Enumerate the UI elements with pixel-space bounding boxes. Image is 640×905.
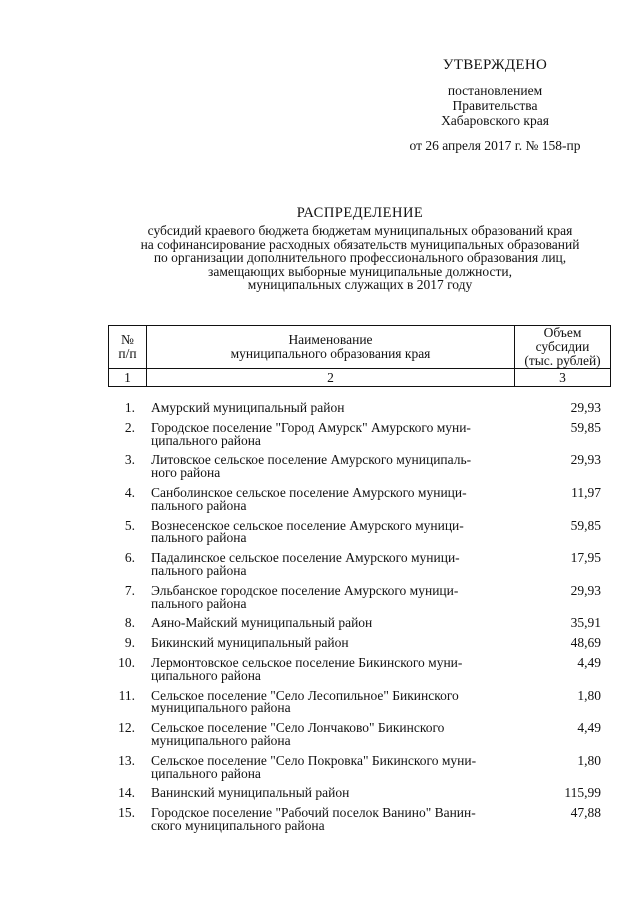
table-row bbox=[108, 552, 611, 578]
row-name bbox=[151, 484, 511, 513]
table-row bbox=[108, 654, 611, 683]
row-value: 115,99 bbox=[564, 785, 601, 801]
header-name bbox=[147, 326, 515, 369]
row-number: 15. bbox=[118, 805, 135, 821]
row-name-line: пального района bbox=[151, 497, 247, 513]
row-number: 5. bbox=[124, 517, 135, 533]
header-text: п/п bbox=[118, 346, 137, 361]
row-name-line: пального района bbox=[151, 530, 247, 546]
row-name bbox=[151, 807, 511, 833]
row-name-line: Лермонтовское сельское поселение Бикинского муни- bbox=[151, 654, 463, 670]
row-name-line: Городское поселение "Рабочий поселок Ванино" Ванин- bbox=[151, 805, 476, 821]
row-name bbox=[151, 687, 511, 716]
header-text: муниципального образования края bbox=[230, 346, 431, 361]
column-number: 2 bbox=[147, 369, 515, 387]
header-num bbox=[109, 326, 147, 369]
row-name-line: Ванинский муниципальный район bbox=[151, 785, 350, 801]
row-name bbox=[151, 402, 511, 415]
row-name bbox=[151, 722, 511, 748]
subtitle-line: муниципальных служащих в 2017 году bbox=[247, 277, 473, 292]
table-row bbox=[108, 637, 611, 650]
row-number: 13. bbox=[118, 752, 135, 768]
row-name-line: Эльбанское городское поселение Амурского муници- bbox=[151, 582, 459, 598]
table-row bbox=[108, 787, 611, 800]
row-name-line: Литовское сельское поселение Амурского муниципаль- bbox=[151, 452, 472, 468]
table-body bbox=[108, 402, 611, 840]
subtitle-line: по организации дополнительного профессионального образования лиц, bbox=[153, 250, 567, 265]
row-value: 29,93 bbox=[570, 452, 601, 468]
table-header bbox=[108, 325, 611, 387]
approval-stamp bbox=[380, 58, 610, 153]
row-number: 3. bbox=[124, 452, 135, 468]
table-row bbox=[108, 752, 611, 781]
row-name-line: пального района bbox=[151, 562, 247, 578]
row-number: 14. bbox=[118, 785, 135, 801]
row-name-line: Аяно-Майский муниципальный район bbox=[151, 615, 373, 631]
table-row bbox=[108, 582, 611, 611]
column-number: 1 bbox=[109, 369, 147, 387]
row-name-line: ципального района bbox=[151, 667, 261, 683]
row-number: 1. bbox=[124, 400, 135, 415]
table-row bbox=[108, 722, 611, 748]
row-name bbox=[151, 552, 511, 578]
row-name-line: ного района bbox=[151, 465, 221, 481]
row-name bbox=[151, 454, 511, 480]
table-row bbox=[108, 419, 611, 448]
table-row bbox=[108, 807, 611, 833]
row-value: 59,85 bbox=[570, 419, 601, 435]
table-row bbox=[108, 402, 611, 415]
row-name-line: муниципального района bbox=[151, 700, 291, 716]
row-name-line: Санболинское сельское поселение Амурского муници- bbox=[151, 484, 467, 500]
row-name-line: Сельское поселение "Село Лончаково" Бикинского bbox=[151, 720, 445, 736]
row-number: 11. bbox=[118, 687, 135, 703]
table-row bbox=[108, 484, 611, 513]
row-value: 4,49 bbox=[577, 720, 601, 736]
header-text: субсидии bbox=[535, 339, 590, 354]
row-name-line: муниципального района bbox=[151, 732, 291, 748]
row-name bbox=[151, 787, 511, 800]
row-value: 17,95 bbox=[570, 550, 601, 566]
approval-heading: УТВЕРЖДЕНО bbox=[442, 57, 548, 73]
row-name-line: пального района bbox=[151, 595, 247, 611]
subtitle-line: замещающих выборные муниципальные должности, bbox=[208, 263, 512, 279]
row-value: 29,93 bbox=[570, 400, 601, 415]
row-name-line: Городское поселение "Город Амурск" Амурского муни- bbox=[151, 419, 471, 435]
row-name-line: Сельское поселение "Село Покровка" Бикинского муни- bbox=[151, 752, 477, 768]
row-number: 9. bbox=[124, 635, 135, 651]
row-value: 29,93 bbox=[570, 582, 601, 598]
row-name bbox=[151, 419, 511, 448]
row-name-line: ципального района bbox=[151, 765, 261, 781]
approval-line: Хабаровского края bbox=[441, 113, 549, 128]
row-value: 1,80 bbox=[577, 687, 601, 703]
column-number: 3 bbox=[515, 369, 611, 387]
row-number: 12. bbox=[118, 720, 135, 736]
subtitle-line: на софинансирование расходных обязательств муниципальных образований bbox=[140, 236, 580, 252]
row-name bbox=[151, 637, 511, 650]
row-name-line: Сельское поселение "Село Лесопильное" Бикинского bbox=[151, 687, 459, 703]
row-name bbox=[151, 654, 511, 683]
row-number: 7. bbox=[124, 582, 135, 598]
row-name-line: Бикинский муниципальный район bbox=[151, 635, 349, 651]
row-value: 48,69 bbox=[570, 635, 601, 651]
row-number: 2. bbox=[124, 419, 135, 435]
row-name-line: Падалинское сельское поселение Амурского муници- bbox=[151, 550, 460, 566]
row-name bbox=[151, 582, 511, 611]
row-name bbox=[151, 752, 511, 781]
document-subtitle bbox=[90, 224, 630, 292]
row-value: 1,80 bbox=[577, 752, 601, 768]
header-text: Объем bbox=[543, 325, 582, 340]
row-name-line: ского муниципального района bbox=[151, 817, 325, 833]
row-name bbox=[151, 617, 511, 630]
table-row bbox=[108, 517, 611, 546]
row-value: 47,88 bbox=[570, 805, 601, 821]
subtitle-line: субсидий краевого бюджета бюджетам муниципальных образований края bbox=[147, 223, 573, 238]
header-text: № bbox=[121, 332, 134, 347]
row-name bbox=[151, 517, 511, 546]
table-row bbox=[108, 454, 611, 480]
row-value: 59,85 bbox=[570, 517, 601, 533]
row-name-line: Амурский муниципальный район bbox=[151, 400, 345, 415]
header-amount bbox=[515, 326, 611, 369]
row-value: 4,49 bbox=[577, 654, 601, 670]
table-row bbox=[108, 687, 611, 716]
header-text: (тыс. рублей) bbox=[524, 353, 601, 368]
document-title: РАСПРЕДЕЛЕНИЕ bbox=[296, 205, 424, 221]
approval-line: Правительства bbox=[452, 98, 538, 113]
row-number: 10. bbox=[118, 654, 135, 670]
header-text: Наименование bbox=[288, 332, 373, 347]
approval-line: постановлением bbox=[447, 83, 543, 98]
row-name-line: ципального района bbox=[151, 432, 261, 448]
row-number: 6. bbox=[124, 550, 135, 566]
row-name-line: Вознесенское сельское поселение Амурского муници- bbox=[151, 517, 464, 533]
approval-date: от 26 апреля 2017 г. № 158-пр bbox=[409, 138, 581, 153]
row-number: 4. bbox=[124, 484, 135, 500]
row-value: 11,97 bbox=[571, 484, 601, 500]
row-value: 35,91 bbox=[570, 615, 601, 631]
row-number: 8. bbox=[124, 615, 135, 631]
table-row bbox=[108, 617, 611, 630]
